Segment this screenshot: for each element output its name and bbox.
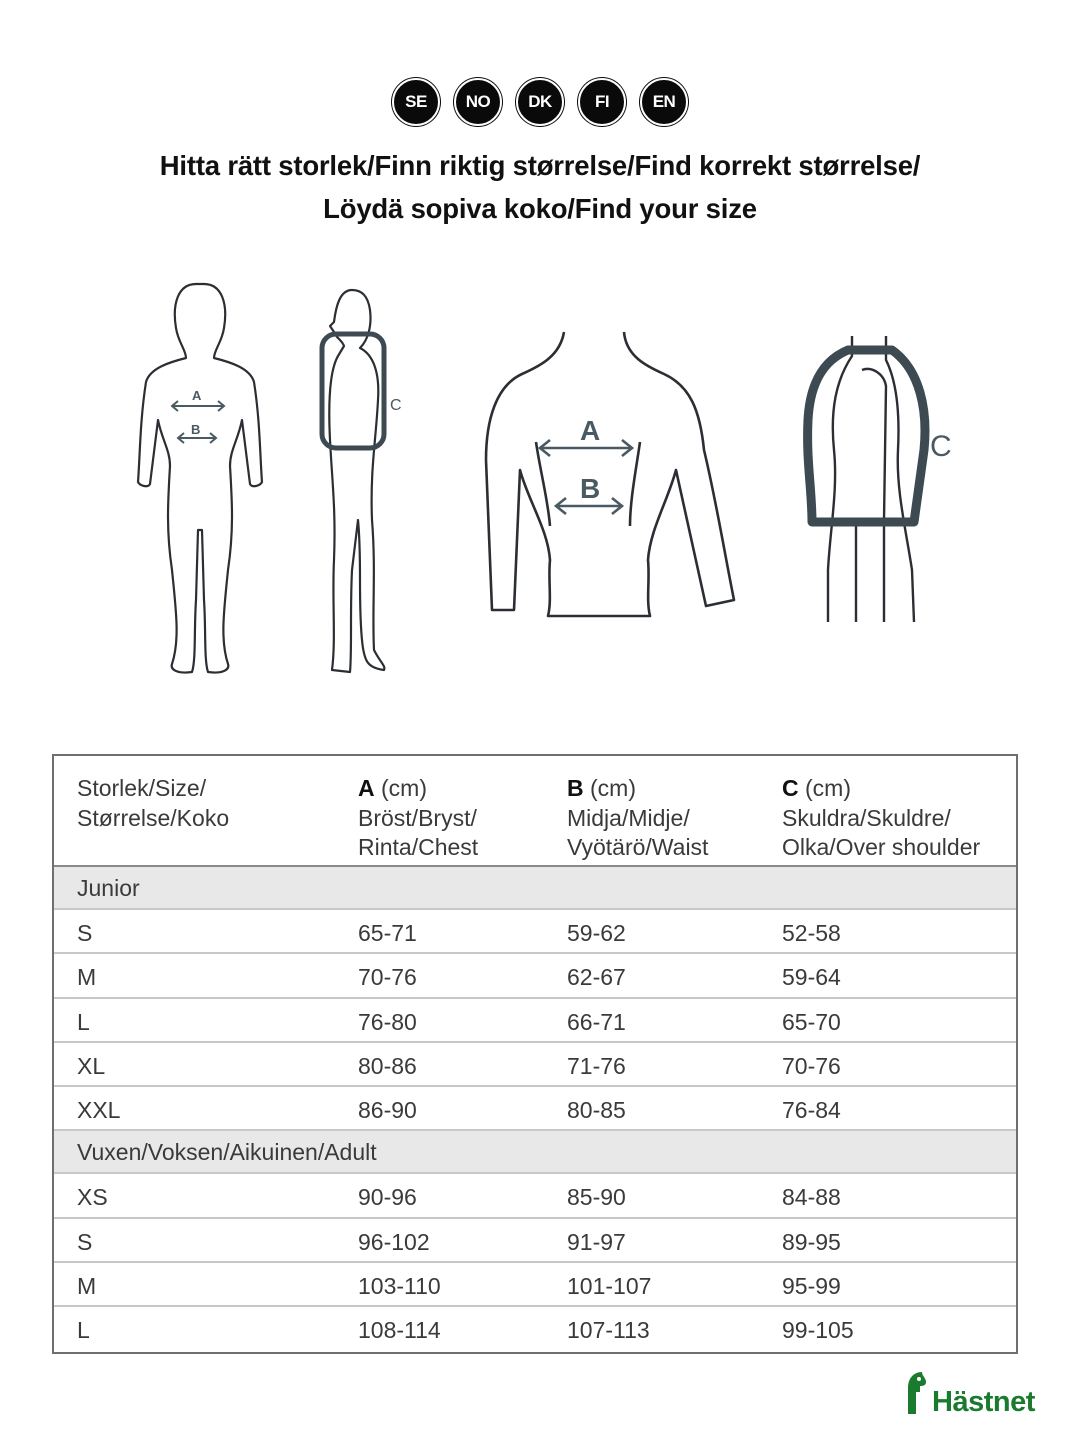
shoulder-cell: 89-95	[782, 1228, 841, 1255]
table-row	[54, 1263, 1016, 1307]
front-body-figure	[138, 284, 262, 673]
size-cell: S	[77, 1228, 93, 1255]
shoulder-cell: 99-105	[782, 1317, 854, 1344]
header-b-unit: (cm)	[583, 775, 636, 801]
lang-badge-fi[interactable]: FI	[578, 78, 626, 126]
waist-cell: 71-76	[567, 1052, 626, 1079]
size-cell: M	[77, 1273, 97, 1300]
size-cell: M	[77, 964, 97, 991]
chest-cell: 80-86	[358, 1052, 417, 1079]
torso-label-b: B	[580, 473, 601, 504]
table-row	[54, 1087, 1016, 1131]
lang-badge-en[interactable]: EN	[640, 78, 688, 126]
header-a-unit: (cm)	[374, 775, 427, 801]
size-table	[52, 754, 1018, 1354]
table-row	[54, 1174, 1016, 1218]
waist-cell: 91-97	[567, 1228, 626, 1255]
header-c-unit: (cm)	[798, 775, 851, 801]
logo-text: Hästnet	[932, 1386, 1035, 1418]
shoulder-cell: 59-64	[782, 964, 841, 991]
group-label: Vuxen/Voksen/Aikuinen/Adult	[77, 1139, 377, 1166]
chest-cell: 90-96	[358, 1184, 417, 1211]
waist-cell: 85-90	[567, 1184, 626, 1211]
hastnet-logo[interactable]	[902, 1370, 1035, 1419]
size-cell: XS	[77, 1184, 108, 1211]
measurement-illustrations	[0, 270, 1080, 690]
header-b-title	[567, 774, 763, 804]
header-c	[763, 774, 1016, 865]
size-cell: L	[77, 1008, 90, 1035]
chest-cell: 70-76	[358, 964, 417, 991]
shoulder-label-c: C	[930, 430, 952, 463]
header-a-line1: Bröst/Bryst/	[358, 804, 477, 831]
header-size	[54, 774, 336, 865]
shoulder-cell: 76-84	[782, 1097, 841, 1124]
group-row-adult	[54, 1131, 1016, 1174]
size-cell: L	[77, 1317, 90, 1344]
page-title-line2: Löydä sopiva koko/Find your size	[323, 193, 757, 224]
shoulder-cell: 70-76	[782, 1052, 841, 1079]
table-header-row	[54, 756, 1016, 867]
side-label-c: C	[390, 397, 402, 414]
table-row	[54, 954, 1016, 998]
group-label: Junior	[77, 875, 140, 901]
chest-cell: 96-102	[358, 1228, 430, 1255]
waist-cell: 62-67	[567, 964, 626, 991]
header-c-line2: Olka/Over shoulder	[782, 834, 981, 860]
shoulder-band	[808, 350, 925, 522]
waist-cell: 107-113	[567, 1317, 650, 1344]
header-a-title	[358, 774, 546, 804]
language-selector	[0, 78, 1080, 126]
header-b-letter: B	[567, 775, 584, 801]
size-cell: XL	[77, 1052, 106, 1079]
header-c-title	[782, 774, 1016, 804]
header-size-line2: Størrelse/Koko	[77, 804, 230, 831]
waist-cell: 59-62	[567, 920, 626, 946]
size-cell: XXL	[77, 1097, 121, 1124]
lang-badge-dk[interactable]: DK	[516, 78, 564, 126]
horse-head-icon	[902, 1370, 930, 1419]
shoulder-cell: 95-99	[782, 1273, 841, 1300]
table-row	[54, 999, 1016, 1043]
waist-cell: 66-71	[567, 1008, 626, 1035]
chest-cell: 76-80	[358, 1008, 417, 1035]
header-b-line1: Midja/Midje/	[567, 804, 690, 831]
header-a-line2: Rinta/Chest	[358, 834, 479, 860]
chest-cell: 65-71	[358, 920, 417, 946]
table-row	[54, 1307, 1016, 1351]
header-a	[336, 774, 546, 865]
header-b-line2: Vyötärö/Waist	[567, 834, 709, 860]
torso-label-a: A	[580, 415, 601, 446]
waist-cell: 101-107	[567, 1273, 652, 1300]
header-size-line1: Storlek/Size/	[77, 775, 207, 801]
chest-cell: 86-90	[358, 1097, 417, 1124]
torso-figure	[486, 332, 734, 616]
front-label-a: A	[192, 388, 202, 403]
side-body-figure	[329, 290, 384, 672]
lang-badge-no[interactable]: NO	[454, 78, 502, 126]
shoulder-cell: 52-58	[782, 920, 841, 946]
header-b	[546, 774, 763, 865]
chest-cell: 108-114	[358, 1317, 441, 1344]
header-a-letter: A	[358, 775, 375, 801]
table-row	[54, 1219, 1016, 1263]
front-label-b: B	[191, 422, 201, 437]
lang-badge-se[interactable]: SE	[392, 78, 440, 126]
waist-cell: 80-85	[567, 1097, 626, 1124]
shoulder-cell: 84-88	[782, 1184, 841, 1211]
header-c-line1: Skuldra/Skuldre/	[782, 804, 951, 831]
table-row	[54, 1043, 1016, 1087]
size-cell: S	[77, 920, 93, 946]
group-row-junior	[54, 867, 1016, 910]
shoulder-figure	[828, 336, 914, 622]
shoulder-cell: 65-70	[782, 1008, 841, 1035]
chest-cell: 103-110	[358, 1273, 441, 1300]
page-title-line1: Hitta rätt storlek/Finn riktig størrelse/Find korrekt størrelse/	[159, 150, 921, 181]
table-row	[54, 910, 1016, 954]
header-c-letter: C	[782, 775, 799, 801]
